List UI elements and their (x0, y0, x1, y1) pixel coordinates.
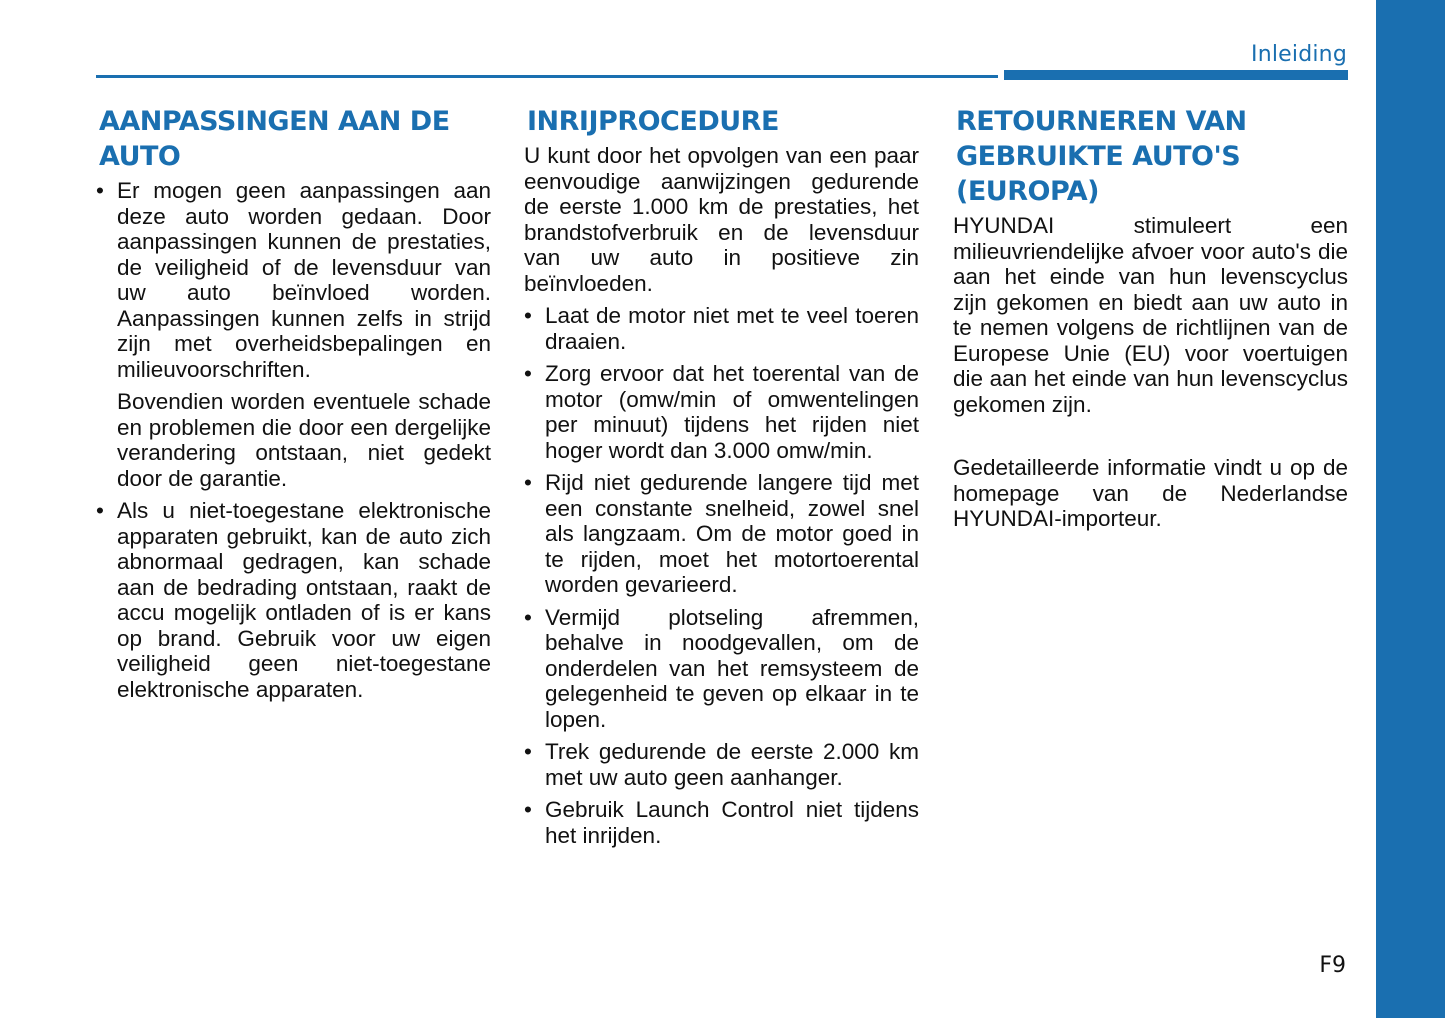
list-item-text: Rijd niet gedurende langere tijd met een constante snelheid, zowel snel als langzaam. Om de motor goed in te rijden, moet het motortoerental worden gevarieerd. (545, 470, 919, 597)
list-item (524, 797, 919, 848)
list-item-text: Zorg ervoor dat het toerental van de motor (omw/min of omwentelingen per minuut) tijdens het rijden niet hoger wordt dan 3.000 omw/min. (545, 361, 919, 463)
list-item-text: Gebruik Launch Control niet tijdens het inrijden. (545, 797, 919, 848)
header-rule-thick (1004, 70, 1348, 80)
returning-paragraph: HYUNDAI stimuleert een milieuvriendelijke afvoer voor auto's die aan het einde van hun levenscyclus zijn gekomen en biedt aan uw auto in te nemen volgens de richtlijnen van de Europese Unie (EU) voor voertuigen die aan het einde van hun levenscyclus gekomen zijn. (953, 213, 1348, 417)
break-in-intro: U kunt door het opvolgen van een paar eenvoudige aanwijzingen gedurende de eerste 1.000 km de prestaties, het brandstofverbruik en de levensduur van uw auto in positieve zin beïnvloeden. (524, 143, 919, 296)
list-item (524, 739, 919, 790)
list-item (96, 178, 491, 491)
list-item-text: Als u niet-toegestane elektronische apparaten gebruikt, kan de auto zich abnormaal gedragen, kan schade aan de bedrading ontstaan, raakt de accu mogelijk ontladen of is er kans op brand. Gebruik voor uw eigen veiligheid geen niet-toegestane elektronische apparaten. (117, 498, 491, 702)
chapter-side-tab (1376, 0, 1445, 1018)
bullet-icon: • (524, 739, 532, 764)
list-item-text: Vermijd plotseling afremmen, behalve in noodgevallen, om de onderdelen van het remsysteem de gelegenheid te geven op elkaar in te lopen. (545, 604, 919, 732)
bullet-icon: • (96, 498, 104, 523)
list-item-text: Laat de motor niet met te veel toeren draaien. (545, 303, 919, 354)
list-item-text: Bovendien worden eventuele schade en problemen die door een dergelijke verandering ontstaan, niet gedekt door de garantie. (117, 389, 491, 491)
section-label: Inleiding (1251, 42, 1347, 67)
heading-returning-vehicles: RETOURNEREN VAN GEBRUIKTE AUTO'S (EUROPA) (956, 106, 1247, 207)
page-number: F9 (1319, 953, 1346, 978)
list-item (524, 605, 919, 733)
heading-modifications: AANPASSINGEN AAN DE AUTO (99, 106, 450, 172)
list-item (96, 498, 491, 702)
bullet-icon: • (96, 178, 104, 203)
heading-break-in: INRIJPROCEDURE (527, 106, 779, 137)
bullet-icon: • (524, 361, 532, 386)
column-returning-vehicles (953, 104, 1348, 532)
list-item (524, 361, 919, 463)
list-item (524, 303, 919, 354)
column-modifications (96, 104, 491, 709)
list-item (524, 470, 919, 598)
header-rule-thin (96, 75, 998, 78)
bullet-icon: • (524, 797, 532, 822)
bullet-icon: • (524, 470, 532, 495)
list-item-text: Trek gedurende de eerste 2.000 km met uw auto geen aanhanger. (545, 739, 919, 790)
bullet-icon: • (524, 604, 532, 630)
importer-info-paragraph: Gedetailleerde informatie vindt u op de homepage van de Nederlandse HYUNDAI-importeur. (953, 455, 1348, 531)
break-in-list (524, 303, 919, 848)
bullet-icon: • (524, 303, 532, 328)
column-break-in (524, 104, 919, 855)
list-item-text: Er mogen geen aanpassingen aan deze auto worden gedaan. Door aanpassingen kunnen de prestaties, de veiligheid of de levensduur van uw auto beïnvloed worden. Aanpassingen kunnen zelfs in strijd zijn met overheidsbepalingen en milieuvoorschriften. (117, 178, 491, 382)
modifications-list (96, 178, 491, 702)
